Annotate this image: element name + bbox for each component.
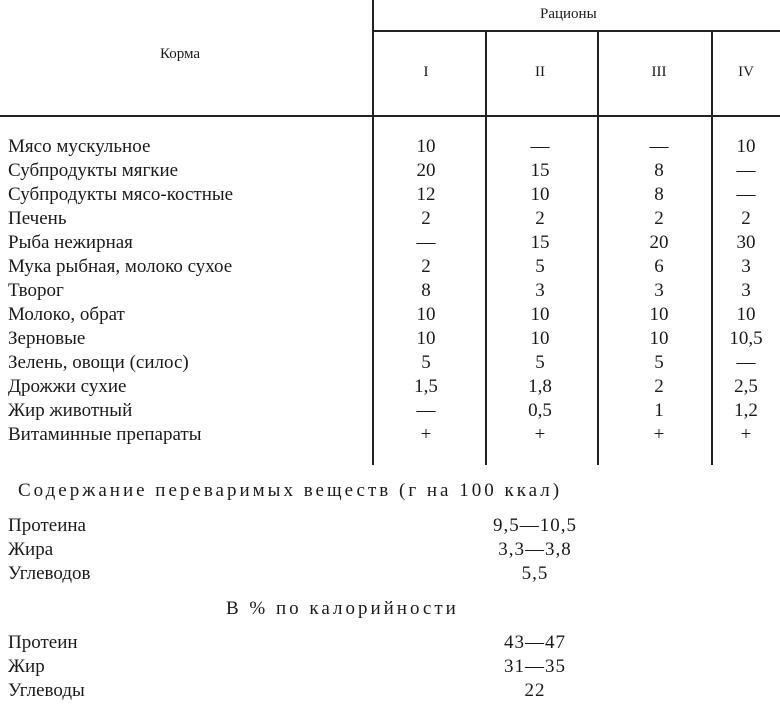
table-cell: 12 — [416, 184, 436, 205]
table-cell: 10 — [649, 304, 669, 325]
table-cell: — — [530, 136, 550, 157]
column-divider-3 — [711, 31, 713, 465]
table-cell: 30 — [736, 232, 756, 253]
table-cell: 15 — [530, 232, 550, 253]
digestible-label-protein: Протеина — [8, 515, 86, 536]
table-cell: 1,5 — [414, 376, 438, 397]
table-cell: 8 — [654, 160, 664, 181]
table-row-label: Субпродукты мясо-костные — [8, 184, 234, 205]
calories-value-carbs: 22 — [524, 680, 546, 701]
table-cell: 2,5 — [734, 376, 758, 397]
table-cell: 6 — [654, 256, 664, 277]
table-row-label: Мясо мускульное — [8, 136, 151, 157]
table-cell: 5 — [535, 352, 545, 373]
column-divider-2 — [597, 31, 599, 465]
digestible-label-carbs: Углеводов — [8, 563, 91, 584]
calories-value-protein: 43—47 — [504, 632, 566, 653]
table-cell: 10 — [530, 328, 550, 349]
table-row-label: Субпродукты мягкие — [8, 160, 179, 181]
table-cell: — — [649, 136, 669, 157]
table-row-label: Зерновые — [8, 328, 86, 349]
header-feed: Корма — [160, 46, 201, 62]
table-cell: 1,8 — [528, 376, 552, 397]
table-cell: — — [736, 352, 756, 373]
digestible-value-protein: 9,5—10,5 — [493, 515, 577, 536]
calories-title: В % по калорийности — [226, 598, 459, 619]
table-cell: + — [534, 424, 546, 445]
table-cell: — — [736, 184, 756, 205]
table-cell: 5 — [654, 352, 664, 373]
table-cell: 20 — [416, 160, 436, 181]
table-row-label: Дрожжи сухие — [8, 376, 127, 397]
table-cell: 1,2 — [734, 400, 758, 421]
digestible-value-fat: 3,3—3,8 — [498, 539, 572, 560]
calories-value-fat: 31—35 — [504, 656, 566, 677]
column-header-4: IV — [738, 64, 754, 80]
table-row-label: Молоко, обрат — [8, 304, 125, 325]
digestible-value-carbs: 5,5 — [521, 563, 549, 584]
table-row-label: Мука рыбная, молоко сухое — [8, 256, 233, 277]
table-cell: 5 — [421, 352, 431, 373]
table-cell: + — [420, 424, 432, 445]
table-row-label: Творог — [8, 280, 64, 301]
table-row-label: Зелень, овощи (силос) — [8, 352, 189, 373]
table-cell: 10 — [649, 328, 669, 349]
table-cell: 1 — [654, 400, 664, 421]
column-header-1: I — [423, 64, 429, 80]
table-cell: 2 — [421, 256, 431, 277]
table-cell: 2 — [654, 208, 664, 229]
table-cell: 2 — [421, 208, 431, 229]
table-cell: 10 — [736, 136, 756, 157]
table-cell: 0,5 — [528, 400, 552, 421]
table-cell: + — [740, 424, 752, 445]
table-cell: 10,5 — [729, 328, 763, 349]
header-rations: Рационы — [540, 6, 597, 22]
column-divider-1 — [485, 31, 487, 465]
table-cell: — — [416, 232, 436, 253]
table-cell: 10 — [530, 184, 550, 205]
table-rule-body — [0, 115, 780, 117]
table-cell: 2 — [741, 208, 751, 229]
calories-label-fat: Жир — [8, 656, 45, 677]
table-cell: + — [653, 424, 665, 445]
table-cell: — — [416, 400, 436, 421]
table-cell: 10 — [736, 304, 756, 325]
table-cell: 8 — [421, 280, 431, 301]
table-cell: 8 — [654, 184, 664, 205]
table-rule-left — [372, 0, 374, 465]
digestible-label-fat: Жира — [8, 539, 54, 560]
calories-label-protein: Протеин — [8, 632, 78, 653]
table-cell: — — [736, 160, 756, 181]
calories-label-carbs: Углеводы — [8, 680, 85, 701]
table-rule-header — [372, 30, 780, 32]
table-cell: 3 — [741, 280, 751, 301]
table-row-label: Витаминные препараты — [8, 424, 202, 445]
column-header-2: II — [535, 64, 545, 80]
table-cell: 5 — [535, 256, 545, 277]
table-cell: 10 — [416, 304, 436, 325]
table-cell: 10 — [416, 136, 436, 157]
table-cell: 10 — [530, 304, 550, 325]
table-cell: 3 — [741, 256, 751, 277]
table-row-label: Жир животный — [8, 400, 133, 421]
table-cell: 20 — [649, 232, 669, 253]
digestible-title: Содержание переваримых веществ (г на 100 ккал) — [18, 480, 563, 501]
table-cell: 2 — [535, 208, 545, 229]
column-header-3: III — [651, 64, 667, 80]
table-row-label: Печень — [8, 208, 67, 229]
table-cell: 3 — [654, 280, 664, 301]
table-cell: 15 — [530, 160, 550, 181]
table-cell: 10 — [416, 328, 436, 349]
table-row-label: Рыба нежирная — [8, 232, 133, 253]
table-cell: 3 — [535, 280, 545, 301]
table-cell: 2 — [654, 376, 664, 397]
